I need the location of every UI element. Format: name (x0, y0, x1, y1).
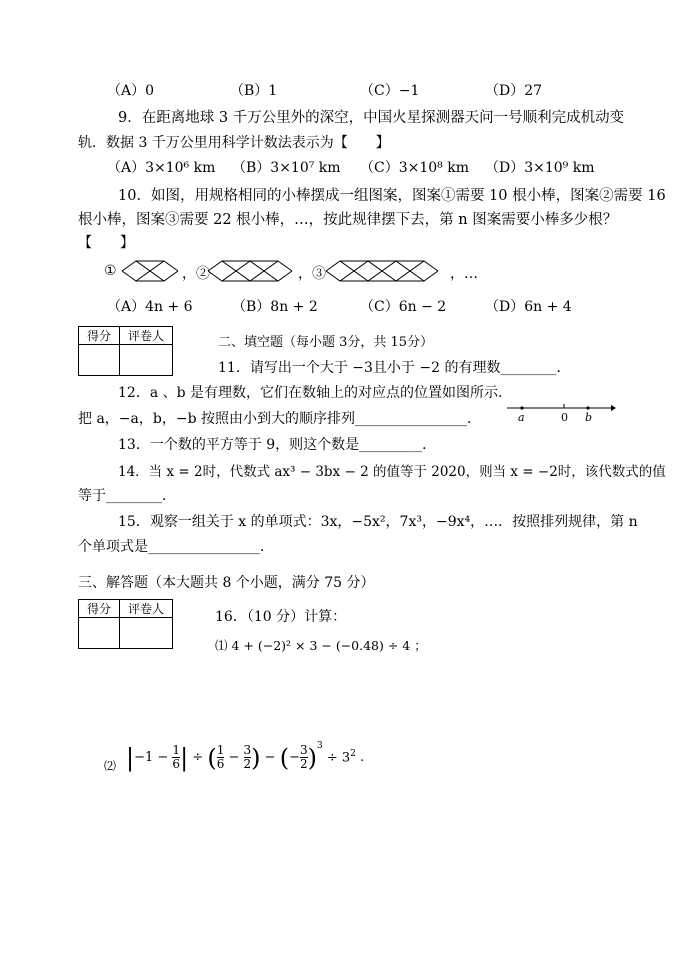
q10-label-3: ，③ (298, 266, 326, 282)
q16-part2-label: ⑵ (104, 759, 117, 773)
grader-cell (120, 345, 173, 376)
q10-label-1: ① (104, 263, 117, 279)
pattern-3-figure (324, 256, 448, 286)
q16-part2-expression: | −1 − $\frac{1}{6}$ | ÷ ( $\frac{1}{6}$ − $\frac{3}{2}$ ) − ( − $\frac{3}{2}$ ) $^3$ ÷ $3^2$ . (126, 740, 365, 772)
q10-option-c: （C）6n − 2 (360, 299, 447, 315)
q10-option-b: （B）8n + 2 (232, 299, 318, 315)
q8-option-d: （D）27 (485, 83, 543, 99)
q8-option-b: （B）1 (230, 83, 278, 99)
section2-title: 二、填空题（每小题 3分，共 15分） (218, 335, 434, 350)
numberline-label-b: b (585, 411, 593, 424)
grader-header: 评卷人 (120, 600, 173, 618)
q12-line1: 12．a 、b 是有理数，它们在数轴上的对应点的位置如图所示． (118, 385, 513, 401)
q10-line3: 【 】 (78, 235, 134, 251)
score-header: 得分 (79, 600, 120, 618)
numberline-label-zero: 0 (561, 411, 568, 424)
q13: 13．一个数的平方等于 9，则这个数是_________． (118, 437, 437, 453)
score-cell (79, 618, 120, 649)
q9-option-b: （B）3×10⁷ km (232, 160, 341, 176)
q10-line1: 10．如图，用规格相同的小棒摆成一组图案，图案①需要 10 根小棒，图案②需要 16 (118, 188, 666, 204)
grader-cell (120, 618, 173, 649)
q9-option-d: （D）3×10⁹ km (485, 160, 595, 176)
pattern-1-figure (120, 256, 182, 286)
q16-title: 16．（10 分）计算： (215, 609, 347, 625)
q8-option-c: （C）−1 (360, 83, 420, 99)
q10-line2: 根小棒，图案③需要 22 根小棒，…，按此规律摆下去，第 n 图案需要小棒多少根？ (78, 212, 618, 228)
grader-header: 评卷人 (120, 327, 173, 345)
numberline-label-a: a (518, 411, 525, 424)
q10-label-2: ，② (182, 266, 210, 282)
score-table-section3 (78, 599, 173, 649)
q16-part1: ⑴ 4 + (−2)² × 3 − (−0.48) ÷ 4 ； (215, 638, 427, 653)
q14-line2: 等于________． (78, 488, 176, 504)
q14-line1: 14．当 x = 2时，代数式 ax³ − 3bx − 2 的值等于 2020，则当 x = −2时，该代数式的值 (118, 464, 666, 480)
q11: 11．请写出一个大于 −3且小于 −2 的有理数________． (218, 360, 571, 376)
q9-option-a: （A）3×10⁶ km (107, 160, 216, 176)
q10-option-a: （A）4n + 6 (107, 299, 193, 315)
q15-line2: 个单项式是________________． (78, 539, 274, 555)
q10-option-d: （D）6n + 4 (485, 299, 572, 315)
q12-line2: 把 a，−a，b，−b 按照由小到大的顺序排列________________． (78, 411, 481, 427)
q15-line1: 15．观察一组关于 x 的单项式：3x，−5x²，7x³，−9x⁴，…．按照排列规律，第 n (118, 514, 638, 530)
q8-option-a: （A）0 (107, 83, 155, 99)
score-cell (79, 345, 120, 376)
q16-part2-tail: . (360, 750, 365, 765)
q10-label-ellipsis: ，… (450, 266, 478, 282)
q9-option-c: （C）3×10⁸ km (360, 160, 469, 176)
pattern-2-figure (206, 256, 298, 286)
section3-title: 三、解答题（本大题共 8 个小题，满分 75 分） (78, 575, 375, 591)
q9-line2: 轨．数据 3 千万公里用科学计数法表示为【 】 (78, 135, 390, 151)
q9-line1: 9．在距离地球 3 千万公里外的深空，中国火星探测器天问一号顺利完成机动变 (118, 110, 625, 126)
score-header: 得分 (79, 327, 120, 345)
score-table-section2 (78, 326, 173, 376)
